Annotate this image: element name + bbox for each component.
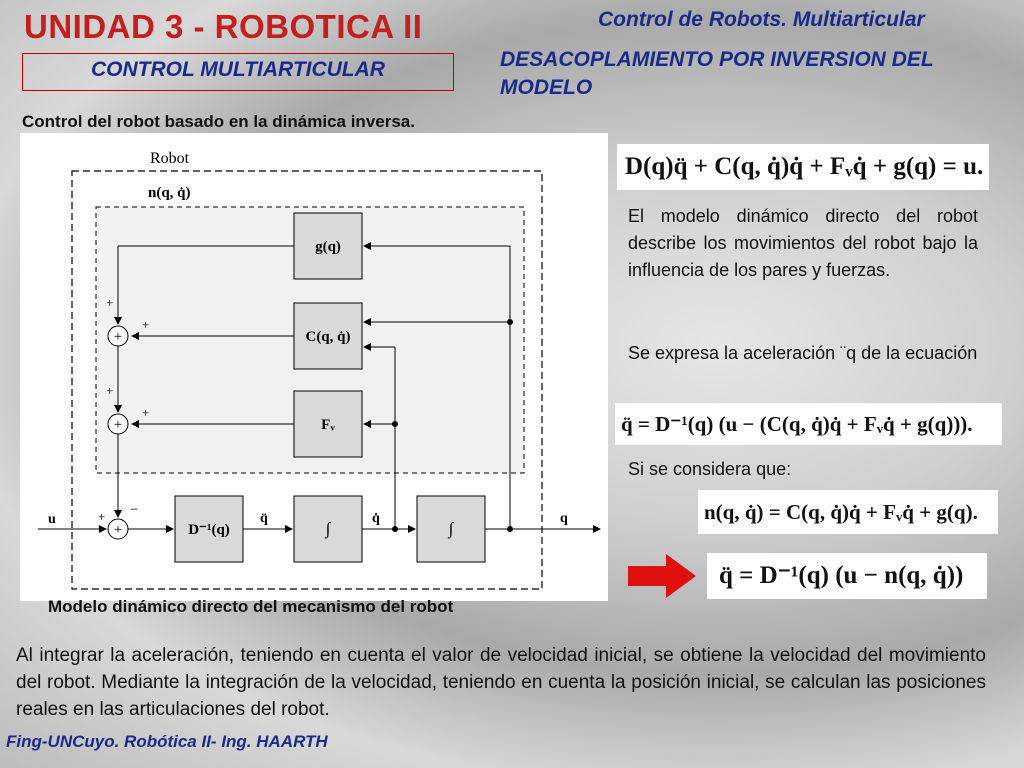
diagram-caption-bottom: Modelo dinámico directo del mecanismo del robot (48, 597, 454, 616)
sum-1-plus: + (113, 329, 123, 345)
paragraph-consider: Si se considera que: (628, 459, 792, 479)
q-label: q (560, 511, 568, 526)
sign-c: + (106, 383, 114, 398)
u-label: u (48, 512, 56, 527)
c-block-label: C(q, q̇) (305, 329, 351, 345)
integrator-2-label: ∫ (448, 519, 454, 538)
paragraph-model-description: El modelo dinámico directo del robot describe los movimientos del robot bajo la influencia de los pares y fuerzas. (628, 206, 978, 280)
block-diagram-svg (20, 133, 608, 601)
sign-f: − (130, 502, 139, 518)
n-label: n(q, q̇) (148, 185, 191, 201)
sum-2-plus: + (113, 417, 123, 433)
header-right-title: Control de Robots. Multiarticular (598, 8, 925, 31)
equation-acceleration: q̈ = D⁻¹(q) (u − (C(q, q̇)q̇ + Fᵥq̇ + g(q))). (615, 403, 1002, 445)
integrator-1-label: ∫ (325, 519, 331, 538)
footer-credit: Fing-UNCuyo. Robótica II- Ing. HAARTH (6, 732, 328, 751)
equation-dynamic-model: D(q)q̈ + C(q, q̇)q̇ + Fᵥq̇ + g(q) = u. (617, 144, 989, 190)
g-block-label: g(q) (315, 239, 341, 255)
block-diagram (20, 133, 608, 601)
sum-3-plus: + (113, 522, 123, 538)
qdd-label: q̈ (260, 511, 268, 526)
sign-d: + (142, 405, 150, 420)
slide-subtitle: CONTROL MULTIARTICULAR (91, 58, 385, 81)
diagram-caption-top: Control del robot basado en la dinámica inversa. (22, 112, 415, 131)
dinv-block-label: D⁻¹(q) (188, 522, 230, 538)
fv-block-label: Fᵥ (321, 417, 335, 433)
sign-a: + (106, 295, 114, 310)
paragraph-acceleration: Se expresa la aceleración ¨q de la ecuación (628, 343, 978, 363)
topic-heading: DESACOPLAMIENTO POR INVERSION DEL MODELO (500, 48, 934, 99)
paragraph-integration: Al integrar la aceleración, teniendo en cuenta el valor de velocidad inicial, se obtiene la velocidad del movimiento del robot. Mediante la integración de la velocidad, teniendo en cuenta la posición inicial, se calculan las posiciones reales en las articulaciones del robot. (16, 645, 986, 720)
slide-title: UNIDAD 3 - ROBOTICA II (24, 8, 423, 45)
robot-label: Robot (150, 150, 190, 167)
equation-result: q̈ = D⁻¹(q) (u − n(q, q̇)) (707, 553, 987, 599)
qd-label: q̇ (372, 511, 380, 526)
sign-e: + (98, 509, 106, 524)
equation-n-definition: n(q, q̇) = C(q, q̇)q̇ + Fᵥq̇ + g(q). (698, 490, 998, 534)
right-arrow-icon (626, 552, 698, 600)
sign-b: + (142, 317, 150, 332)
